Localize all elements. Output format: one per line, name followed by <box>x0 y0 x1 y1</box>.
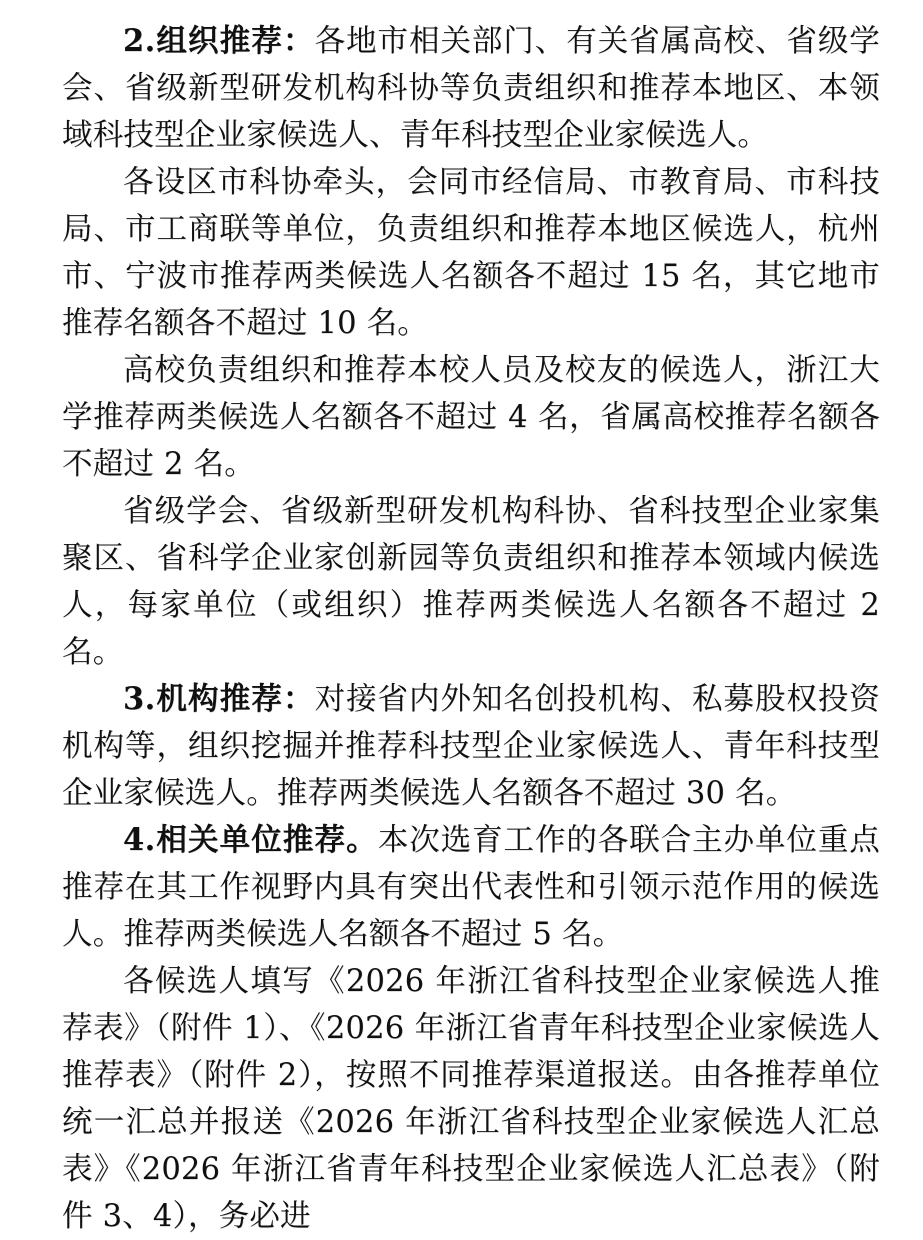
paragraph-municipal-associations <box>62 159 880 347</box>
clause-lead-label: 2.组织推荐： <box>123 23 315 59</box>
clause-lead-label: 4.相关单位推荐。 <box>123 822 378 858</box>
clause-lead-label: 3.机构推荐： <box>123 681 315 717</box>
paragraph-forms-submission <box>62 958 880 1240</box>
clause-body-text: 各地市相关部门、有关省属高校、省级学会、省级新型研发机构科协等负责组织和推荐本地区、本领域科技型企业家候选人、青年科技型企业家候选人。 <box>62 24 880 153</box>
clause-body-text: 本次选育工作的各联合主办单位重点推荐在其工作视野内具有突出代表性和引领示范作用的候选人。推荐两类候选人名额各不超过 5 名。 <box>62 823 880 952</box>
paragraph-clause-4-related-unit-recommendation <box>62 817 880 958</box>
paragraph-clause-3-institution-recommendation <box>62 676 880 817</box>
paragraph-universities <box>62 347 880 488</box>
document-body-column <box>62 18 880 1240</box>
clause-body-text: 高校负责组织和推荐本校人员及校友的候选人，浙江大学推荐两类候选人名额各不超过 4 名，省属高校推荐名额各不超过 2 名。 <box>62 353 880 482</box>
paragraph-provincial-societies <box>62 488 880 676</box>
clause-body-text: 各设区市科协牵头，会同市经信局、市教育局、市科技局、市工商联等单位，负责组织和推荐本地区候选人，杭州市、宁波市推荐两类候选人名额各不超过 15 名，其它地市推荐名额各不超过 10 名。 <box>62 165 880 341</box>
clause-body-text: 对接省内外知名创投机构、私募股权投资机构等，组织挖掘并推荐科技型企业家候选人、青年科技型企业家候选人。推荐两类候选人名额各不超过 30 名。 <box>62 682 880 811</box>
paragraph-clause-2-organization-recommendation <box>62 18 880 159</box>
clause-body-text: 省级学会、省级新型研发机构科协、省科技型企业家集聚区、省科学企业家创新园等负责组织和推荐本领域内候选人，每家单位（或组织）推荐两类候选人名额各不超过 2 名。 <box>62 494 880 670</box>
clause-body-text: 各候选人填写《2026 年浙江省科技型企业家候选人推荐表》（附件 1）、《2026 年浙江省青年科技型企业家候选人推荐表》（附件 2），按照不同推荐渠道报送。由各推荐单位统一汇总并报送《2026 年浙江省科技型企业家候选人汇总表》《2026 年浙江省青年科技型企业家候选人汇总表》（附件 3、4），务必进 <box>62 964 880 1234</box>
